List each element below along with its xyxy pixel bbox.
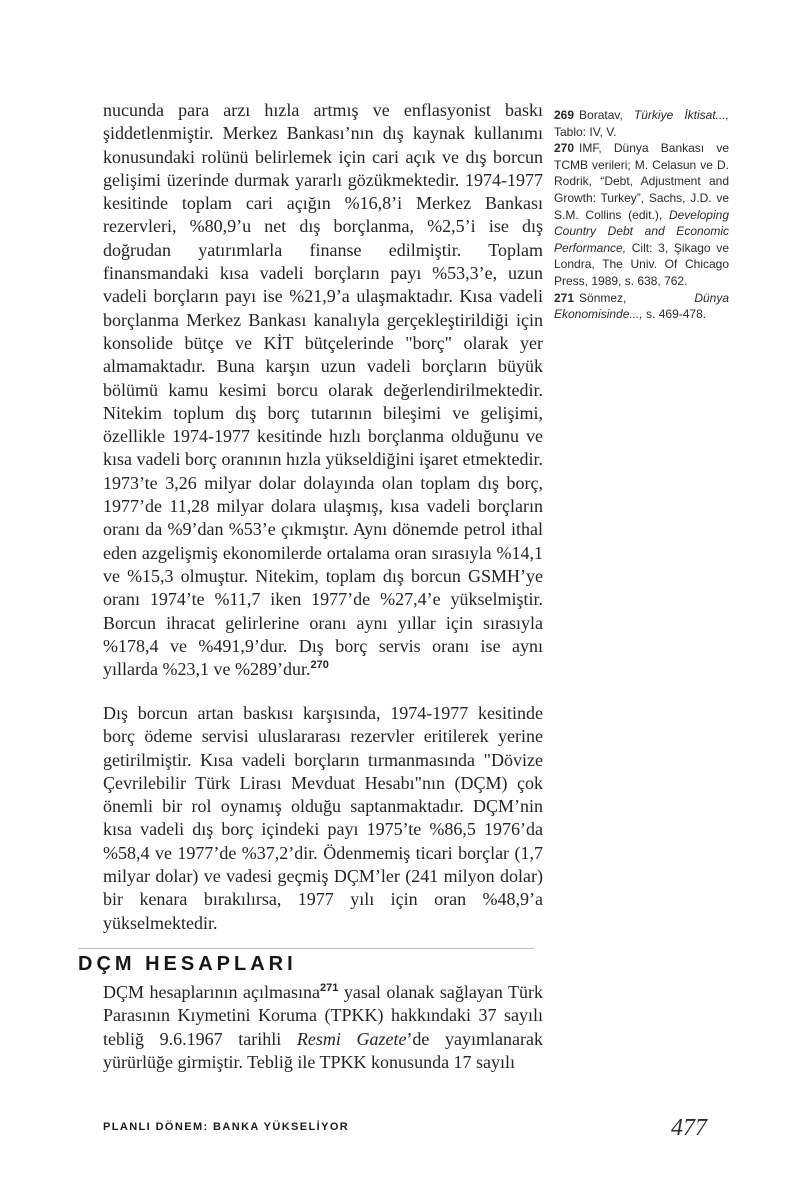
page-number: 477 (671, 1115, 707, 1141)
margin-note-271 (554, 290, 729, 323)
margin-notes-column (554, 107, 729, 323)
body-paragraph-2: Dış borcun artan baskısı karşısında, 1974-1977 kesitinde borç ödeme servisi uluslararası rezervler eritilerek yerine getirilmiştir. Kısa vadeli borçların tırmanmasında "Dövize Çevrilebilir Türk Lirası Mevduat Hesabı"nın (DÇM) çok önemli bir rol oynamış olduğu saptanmaktadır. DÇM’nin kısa vadeli dış borç içindeki payı 1975’te %86,5 1976’da %58,4 ve 1977’de %37,2’dir. Ödenmemiş ticari borçlar (1,7 milyar dolar) ve vadesi geçmiş DÇM’ler (241 milyon dolar) bir kenara bırakılırsa, 1977 yılı için oran %48,9’a yükselmektedir. (103, 703, 543, 933)
footnote-marker-271: 271 (319, 982, 339, 994)
running-footer: PLANLI DÖNEM: BANKA YÜKSELİYOR (103, 1121, 350, 1133)
body-paragraph-1 (103, 99, 543, 681)
section-heading: DÇM HESAPLARI (78, 953, 297, 975)
footnote-marker-270: 270 (310, 659, 329, 672)
footnote-number-270: 270 (554, 141, 575, 156)
paragraph-3-lead: DÇM hesaplarının açılmasına (103, 982, 320, 1002)
note-270-italic-title: Developing Country Debt and Economic Performance, (554, 207, 729, 255)
note-271-text: Sönmez, (579, 290, 695, 305)
note-271-tail: s. 469-478. (642, 307, 707, 322)
footnote-number-269: 269 (554, 108, 575, 122)
note-270-text: IMF, Dünya Bankası ve TCMB verileri; M. Celasun ve D. Rodrik, “Debt, Adjustment and Growth: Turkey”, Sachs, J.D. ve S.M. Collins (edit.), (554, 141, 729, 222)
italic-title-resmi-gazete: Resmi Gazete (296, 1028, 407, 1049)
paragraph-3-text: yasal olanak sağlayan Türk Parasının Kıymetini Koruma (TPKK) hakkındaki 37 sayılı tebliğ 9.6.1967 tarihli (103, 982, 543, 1049)
section-rule (78, 948, 534, 949)
paragraph-3-tail: ’de yayımlanarak yürürlüğe girmiştir. Tebliğ ile TPKK konusunda 17 sayılı (103, 1028, 543, 1072)
margin-note-269 (554, 107, 729, 140)
body-paragraph-3 (103, 981, 543, 1074)
margin-note-270 (554, 140, 729, 289)
note-269-tail: Tablo: IV, V. (554, 124, 617, 139)
note-271-italic-title: Dünya Ekonomisinde..., (554, 290, 729, 322)
paragraph-1-text: nucunda para arzı hızla artmış ve enflasyonist baskı şiddetlenmiştir. Merkez Bankası’nın dış kaynak kullanımı konusundaki rolünü belirlemek için cari açık ve dış borcun gelişimi üzerinde durmak yararlı gözükmektedir. 1974-1977 kesitinde toplam cari açığın %16,8’i Merkez Bankası rezervleri, %80,9’u net dış borçlanma, %2,5’i ise dış doğrudan yatırımlarla finanse edilmiştir. Toplam finansmandaki kısa vadeli borçların payı %53,3’e, uzun vadeli borçların payı ise %21,9’a ulaşmaktadır. Kısa vadeli borçlanma Merkez Bankası kanalıyla gerçekleştirildiği için konsolide bütçe ve KİT bütçelerinde "borç" olarak yer almamaktadır. Buna karşın uzun vadeli borçların büyük bölümü kamu kesimi borcu olarak değerlendirilmektedir. Nitekim toplum dış borç tutarının bileşimi ve gelişimi, özellikle 1974-1977 kesitinde hızlı borçlanma olduğunu ve kısa vadeli borç oranının hızla yükseldiğini işaret etmektedir. 1973’te 3,26 milyar dolar dolayında olan toplam dış borç, 1977’de 11,28 milyar dolara ulaşmış, kısa vadeli borçların oranı da %9’dan %53’e çıkmıştır. Aynı dönemde petrol ithal eden azgelişmiş ekonomilerde ortalama oran sırasıyla %14,1 ve %15,3 olmuştur. Nitekim, toplam dış borcun GSMH’ye oranı 1974’te %11,7 iken 1977’de %27,4’e yükselmiştir. Borcun ihracat gelirlerine oranı aynı yıllar için sırasıyla %178,4 ve %491,9’dur. Dış borç servis oranı ise aynı yıllarda %23,1 ve %289’dur. (103, 100, 543, 680)
note-270-tail: Cilt: 3, Şikago ve Londra, The Univ. Of Chicago Press, 1989, s. 638, 762. (554, 240, 729, 288)
footnote-number-271: 271 (554, 290, 575, 305)
note-269-text: Boratav, (579, 108, 634, 122)
note-269-italic-title: Türkiye İktisat..., (633, 108, 729, 122)
